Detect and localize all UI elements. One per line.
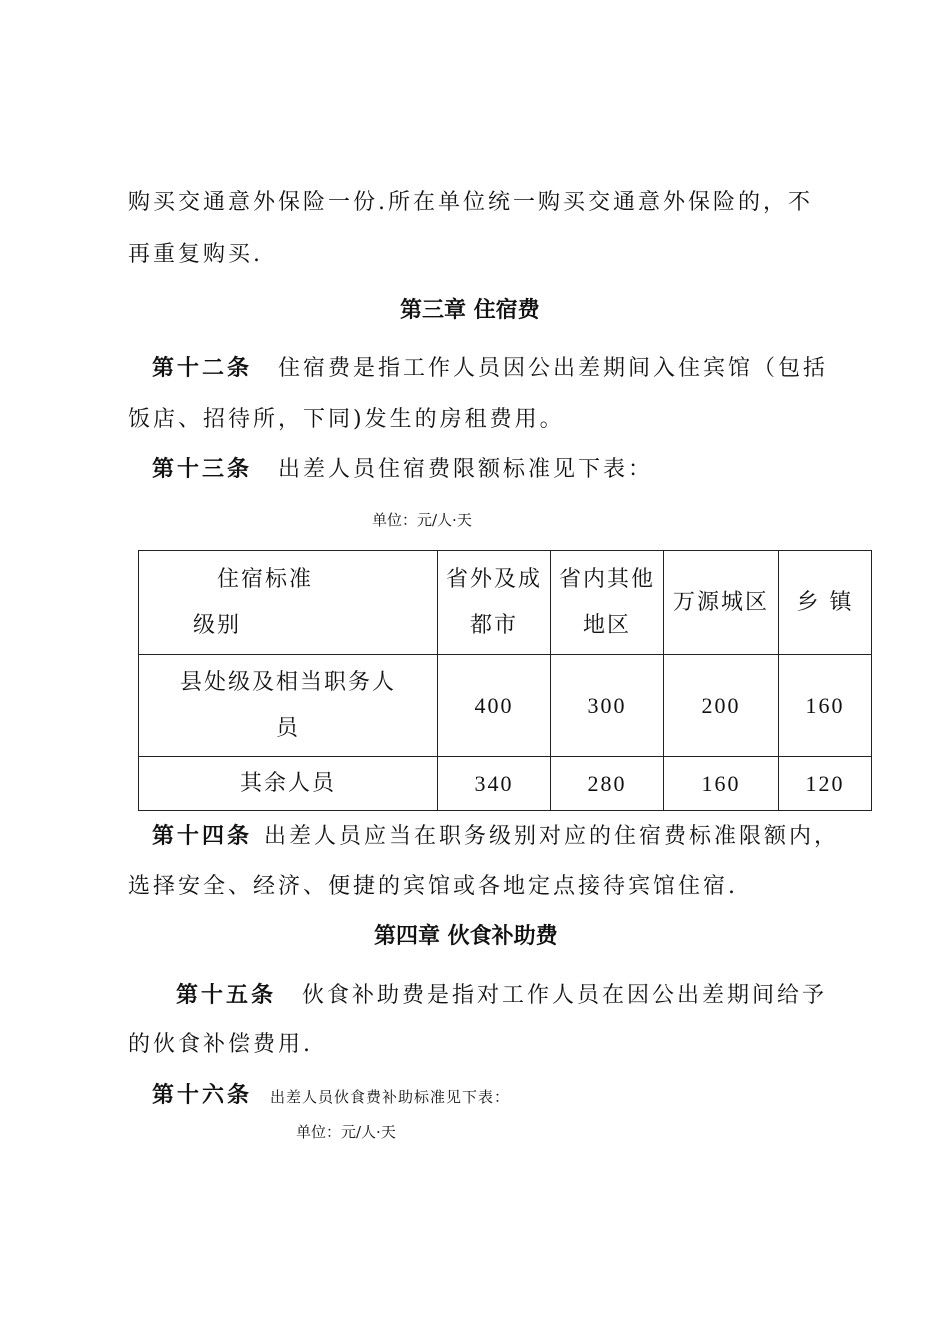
unit-label: 单位：元/人·天 xyxy=(372,511,472,529)
value-cell: 280 xyxy=(551,757,664,811)
table-row xyxy=(139,757,872,811)
value-cell: 340 xyxy=(438,757,551,811)
table-header-row xyxy=(139,551,872,655)
level-cell: 其余人员 xyxy=(139,757,438,811)
value-cell: 160 xyxy=(779,655,872,757)
header-cell xyxy=(438,551,551,655)
paragraph-line: 购买交通意外保险一份.所在单位统一购买交通意外保险的，不 xyxy=(128,190,813,215)
chapter-title: 第四章 伙食补助费 xyxy=(374,924,558,949)
table-row xyxy=(139,655,872,757)
lodging-standard-table xyxy=(138,550,872,811)
value-cell: 160 xyxy=(664,757,779,811)
article-text: 出差人员住宿费限额标准见下表： xyxy=(278,457,654,482)
header-text: 省内其他 xyxy=(558,566,655,592)
unit-label: 单位：元/人·天 xyxy=(296,1123,396,1141)
article-15 xyxy=(176,981,827,1011)
article-label: 第十二条 xyxy=(152,356,253,381)
header-cell xyxy=(551,551,664,655)
article-16 xyxy=(152,1081,510,1112)
article-12 xyxy=(152,354,828,384)
article-label: 第十六条 xyxy=(152,1083,253,1108)
header-corner-top: 住宿标准 xyxy=(217,566,314,592)
header-text: 省外及成 xyxy=(445,566,542,592)
article-text: 出差人员伙食费补助标准见下表： xyxy=(270,1088,511,1106)
header-cell: 万源城区 xyxy=(664,551,779,655)
paragraph-line: 再重复购买. xyxy=(128,242,263,267)
article-text: 住宿费是指工作人员因公出差期间入住宾馆（包括 xyxy=(278,356,829,381)
article-text: 出差人员应当在职务级别对应的住宿费标准限额内， xyxy=(264,824,840,849)
paragraph-line: 饭店、招待所，下同)发生的房租费用。 xyxy=(128,407,565,432)
header-corner-cell xyxy=(139,551,438,655)
value-cell: 200 xyxy=(664,655,779,757)
value-cell: 400 xyxy=(438,655,551,757)
header-text: 都市 xyxy=(469,612,518,638)
header-corner-bottom: 级别 xyxy=(193,612,242,638)
value-cell: 120 xyxy=(779,757,872,811)
article-13 xyxy=(152,455,653,485)
chapter-title: 第三章 住宿费 xyxy=(400,298,540,323)
level-cell xyxy=(139,655,438,757)
value-cell: 300 xyxy=(551,655,664,757)
header-cell: 乡 镇 xyxy=(779,551,872,655)
paragraph-line: 的伙食补偿费用. xyxy=(128,1032,313,1057)
article-text: 伙食补助费是指对工作人员在因公出差期间给予 xyxy=(302,983,828,1008)
header-text: 地区 xyxy=(582,612,631,638)
article-label: 第十四条 xyxy=(152,824,253,849)
article-label: 第十三条 xyxy=(152,457,253,482)
article-label: 第十五条 xyxy=(176,983,277,1008)
level-text: 员 xyxy=(275,715,300,741)
paragraph-line: 选择安全、经济、便捷的宾馆或各地定点接待宾馆住宿. xyxy=(128,874,738,899)
article-14 xyxy=(152,822,839,852)
level-text: 县处级及相当职务人 xyxy=(179,669,396,695)
